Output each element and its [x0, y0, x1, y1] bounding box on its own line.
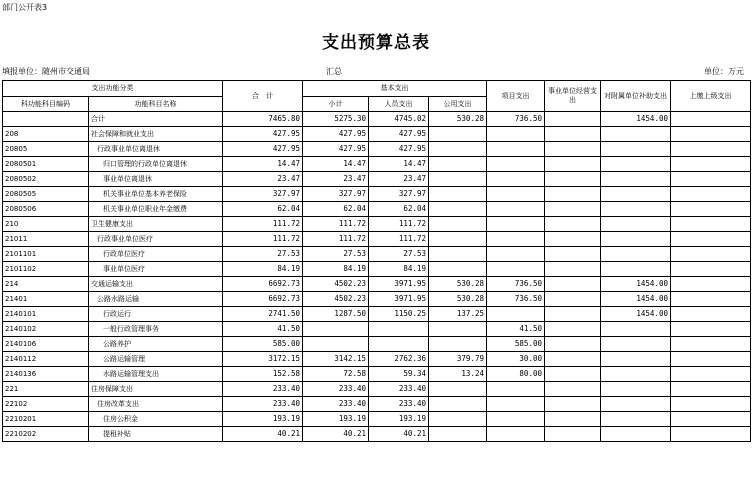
row-enterprise: [545, 382, 601, 397]
header-func-class: 支出功能分类: [3, 81, 223, 97]
row-enterprise: [545, 232, 601, 247]
row-subsidy: [601, 217, 671, 232]
row-total: 27.53: [223, 247, 303, 262]
row-enterprise: [545, 292, 601, 307]
row-upper: [671, 337, 751, 352]
row-total: 111.72: [223, 232, 303, 247]
row-enterprise: [545, 112, 601, 127]
row-enterprise: [545, 352, 601, 367]
row-upper: [671, 247, 751, 262]
row-code: 20805: [3, 142, 89, 157]
row-subtotal: [303, 337, 369, 352]
row-enterprise: [545, 172, 601, 187]
table-row: [3, 277, 751, 292]
row-code: 2140106: [3, 337, 89, 352]
row-upper: [671, 322, 751, 337]
header-code: 科功能科目编码: [3, 96, 89, 112]
row-subtotal: 40.21: [303, 427, 369, 442]
row-public: [429, 322, 487, 337]
row-upper: [671, 382, 751, 397]
row-public: 530.28: [429, 112, 487, 127]
row-subsidy: [601, 262, 671, 277]
row-project: 41.50: [487, 322, 545, 337]
row-upper: [671, 172, 751, 187]
row-name: 交通运输支出: [89, 277, 223, 292]
row-subsidy: [601, 172, 671, 187]
row-subsidy: [601, 367, 671, 382]
row-name: 机关事业单位职业年金缴费: [89, 202, 223, 217]
header-name: 功能科目名称: [89, 96, 223, 112]
row-public: 530.28: [429, 292, 487, 307]
row-code: 2101102: [3, 262, 89, 277]
row-public: [429, 247, 487, 262]
row-code: [3, 112, 89, 127]
row-code: 22102: [3, 397, 89, 412]
row-personnel: 14.47: [369, 157, 429, 172]
table-row: [3, 172, 751, 187]
row-enterprise: [545, 322, 601, 337]
row-subsidy: [601, 202, 671, 217]
row-code: 2080502: [3, 172, 89, 187]
row-subtotal: [303, 322, 369, 337]
row-name: 机关事业单位基本养老保险: [89, 187, 223, 202]
row-public: [429, 187, 487, 202]
row-name: 公路养护: [89, 337, 223, 352]
row-subsidy: [601, 187, 671, 202]
row-subsidy: [601, 322, 671, 337]
row-upper: [671, 412, 751, 427]
row-name: 行政单位医疗: [89, 247, 223, 262]
row-upper: [671, 232, 751, 247]
row-subsidy: [601, 352, 671, 367]
row-subsidy: 1454.00: [601, 292, 671, 307]
row-public: [429, 217, 487, 232]
row-enterprise: [545, 157, 601, 172]
row-name: 行政事业单位离退休: [89, 142, 223, 157]
row-subtotal: 233.40: [303, 382, 369, 397]
row-personnel: 233.40: [369, 382, 429, 397]
row-name: 社会保障和就业支出: [89, 127, 223, 142]
table-row: [3, 187, 751, 202]
currency-unit: 单位：万元: [704, 67, 744, 76]
row-code: 2080506: [3, 202, 89, 217]
row-subtotal: 62.04: [303, 202, 369, 217]
table-row: [3, 202, 751, 217]
row-project: [487, 202, 545, 217]
row-public: [429, 412, 487, 427]
table-row: [3, 337, 751, 352]
row-subsidy: [601, 382, 671, 397]
row-upper: [671, 202, 751, 217]
row-personnel: 4745.02: [369, 112, 429, 127]
row-subtotal: 4502.23: [303, 292, 369, 307]
header-upper: 上缴上级支出: [671, 81, 751, 112]
row-code: 2080505: [3, 187, 89, 202]
row-name: 住房公积金: [89, 412, 223, 427]
row-subtotal: 3142.15: [303, 352, 369, 367]
row-personnel: 3971.95: [369, 292, 429, 307]
row-project: [487, 262, 545, 277]
row-name: 卫生健康支出: [89, 217, 223, 232]
row-code: 2140102: [3, 322, 89, 337]
row-total: 62.04: [223, 202, 303, 217]
row-personnel: 233.40: [369, 397, 429, 412]
row-total: 41.50: [223, 322, 303, 337]
row-total: 84.19: [223, 262, 303, 277]
row-enterprise: [545, 142, 601, 157]
row-enterprise: [545, 307, 601, 322]
row-enterprise: [545, 412, 601, 427]
row-personnel: 84.19: [369, 262, 429, 277]
row-upper: [671, 307, 751, 322]
row-public: [429, 202, 487, 217]
table-row: [3, 232, 751, 247]
row-enterprise: [545, 337, 601, 352]
row-subsidy: [601, 412, 671, 427]
row-public: [429, 262, 487, 277]
row-enterprise: [545, 127, 601, 142]
row-name: 住房保障支出: [89, 382, 223, 397]
table-row: [3, 247, 751, 262]
row-code: 2210201: [3, 412, 89, 427]
row-subsidy: 1454.00: [601, 112, 671, 127]
row-name: 行政事业单位医疗: [89, 232, 223, 247]
table-row: [3, 292, 751, 307]
row-subtotal: 27.53: [303, 247, 369, 262]
row-public: 13.24: [429, 367, 487, 382]
row-project: [487, 142, 545, 157]
row-name: 住房改革支出: [89, 397, 223, 412]
table-row: [3, 382, 751, 397]
table-row: [3, 127, 751, 142]
row-upper: [671, 127, 751, 142]
row-upper: [671, 187, 751, 202]
row-subtotal: 23.47: [303, 172, 369, 187]
row-upper: [671, 352, 751, 367]
row-code: 2140136: [3, 367, 89, 382]
row-code: 2210202: [3, 427, 89, 442]
row-project: [487, 172, 545, 187]
row-personnel: 2762.36: [369, 352, 429, 367]
row-name: 事业单位医疗: [89, 262, 223, 277]
row-code: 21011: [3, 232, 89, 247]
row-total: 2741.50: [223, 307, 303, 322]
row-code: 21401: [3, 292, 89, 307]
budget-table: [2, 80, 751, 442]
row-name: 事业单位离退休: [89, 172, 223, 187]
row-project: 30.00: [487, 352, 545, 367]
row-subsidy: [601, 427, 671, 442]
header-personnel: 人员支出: [369, 96, 429, 112]
row-total: 152.58: [223, 367, 303, 382]
row-personnel: 111.72: [369, 232, 429, 247]
row-upper: [671, 142, 751, 157]
header-public: 公用支出: [429, 96, 487, 112]
row-total: 427.95: [223, 142, 303, 157]
row-subtotal: 84.19: [303, 262, 369, 277]
row-public: [429, 427, 487, 442]
row-subtotal: 427.95: [303, 142, 369, 157]
row-project: 736.50: [487, 277, 545, 292]
row-project: 736.50: [487, 292, 545, 307]
row-project: 736.50: [487, 112, 545, 127]
row-total: 7465.80: [223, 112, 303, 127]
table-number: 部门公开表3: [2, 3, 48, 12]
row-name: 公路运输管理: [89, 352, 223, 367]
row-subtotal: 193.19: [303, 412, 369, 427]
row-personnel: 193.19: [369, 412, 429, 427]
table-row: [3, 142, 751, 157]
row-enterprise: [545, 187, 601, 202]
row-subsidy: [601, 337, 671, 352]
row-subsidy: [601, 232, 671, 247]
table-row: [3, 427, 751, 442]
row-project: [487, 157, 545, 172]
row-upper: [671, 397, 751, 412]
row-subtotal: 111.72: [303, 217, 369, 232]
row-project: [487, 247, 545, 262]
row-upper: [671, 277, 751, 292]
row-subtotal: 233.40: [303, 397, 369, 412]
table-row: [3, 262, 751, 277]
row-personnel: 59.34: [369, 367, 429, 382]
summary-label: 汇总: [326, 67, 342, 76]
header-project: 项目支出: [487, 81, 545, 112]
row-upper: [671, 112, 751, 127]
row-subtotal: 4502.23: [303, 277, 369, 292]
row-public: 379.79: [429, 352, 487, 367]
row-personnel: 40.21: [369, 427, 429, 442]
page-title: 支出预算总表: [322, 33, 430, 53]
row-personnel: 327.97: [369, 187, 429, 202]
row-total: 233.40: [223, 382, 303, 397]
header-total: 合 计: [223, 81, 303, 112]
row-project: [487, 217, 545, 232]
row-enterprise: [545, 202, 601, 217]
row-personnel: 111.72: [369, 217, 429, 232]
row-total: 585.00: [223, 337, 303, 352]
row-public: [429, 397, 487, 412]
table-row: [3, 157, 751, 172]
row-enterprise: [545, 427, 601, 442]
header-enterprise: 事业单位经营支出: [545, 81, 601, 112]
table-row: [3, 307, 751, 322]
reporting-unit: 填报单位：随州市交通局: [2, 67, 90, 76]
row-project: [487, 187, 545, 202]
row-project: [487, 232, 545, 247]
row-public: 137.25: [429, 307, 487, 322]
row-total: 23.47: [223, 172, 303, 187]
row-personnel: 23.47: [369, 172, 429, 187]
row-personnel: 1150.25: [369, 307, 429, 322]
table-row: [3, 397, 751, 412]
header-basic: 基本支出: [303, 81, 487, 97]
row-code: 2140112: [3, 352, 89, 367]
row-subtotal: 5275.30: [303, 112, 369, 127]
row-public: 530.28: [429, 277, 487, 292]
row-subtotal: 72.58: [303, 367, 369, 382]
row-name: 合计: [89, 112, 223, 127]
row-subtotal: 111.72: [303, 232, 369, 247]
row-public: [429, 142, 487, 157]
row-project: [487, 427, 545, 442]
row-subtotal: 327.97: [303, 187, 369, 202]
row-public: [429, 172, 487, 187]
row-upper: [671, 217, 751, 232]
row-project: 80.00: [487, 367, 545, 382]
row-total: 427.95: [223, 127, 303, 142]
row-project: 585.00: [487, 337, 545, 352]
row-name: 提租补贴: [89, 427, 223, 442]
row-subtotal: 1287.50: [303, 307, 369, 322]
row-project: [487, 127, 545, 142]
row-public: [429, 382, 487, 397]
row-total: 40.21: [223, 427, 303, 442]
table-row: [3, 367, 751, 382]
row-personnel: 427.95: [369, 142, 429, 157]
row-upper: [671, 157, 751, 172]
row-enterprise: [545, 262, 601, 277]
row-project: [487, 382, 545, 397]
row-subtotal: 427.95: [303, 127, 369, 142]
row-code: 2101101: [3, 247, 89, 262]
row-code: 214: [3, 277, 89, 292]
table-row: [3, 352, 751, 367]
row-total: 327.97: [223, 187, 303, 202]
row-project: [487, 307, 545, 322]
row-upper: [671, 427, 751, 442]
row-name: 公路水路运输: [89, 292, 223, 307]
row-public: [429, 232, 487, 247]
table-row: [3, 412, 751, 427]
row-public: [429, 337, 487, 352]
table-row: [3, 112, 751, 127]
row-code: 208: [3, 127, 89, 142]
row-project: [487, 397, 545, 412]
row-enterprise: [545, 397, 601, 412]
row-total: 233.40: [223, 397, 303, 412]
row-subsidy: [601, 127, 671, 142]
row-total: 6692.73: [223, 292, 303, 307]
row-personnel: 62.04: [369, 202, 429, 217]
row-code: 221: [3, 382, 89, 397]
row-code: 2140101: [3, 307, 89, 322]
row-subsidy: [601, 142, 671, 157]
row-name: 归口管理的行政单位离退休: [89, 157, 223, 172]
row-subsidy: [601, 397, 671, 412]
row-subsidy: [601, 247, 671, 262]
row-personnel: 27.53: [369, 247, 429, 262]
row-public: [429, 157, 487, 172]
row-subsidy: 1454.00: [601, 307, 671, 322]
row-code: 2080501: [3, 157, 89, 172]
table-header: [3, 81, 751, 112]
row-total: 111.72: [223, 217, 303, 232]
row-enterprise: [545, 277, 601, 292]
row-subsidy: [601, 157, 671, 172]
row-personnel: [369, 337, 429, 352]
row-upper: [671, 367, 751, 382]
row-upper: [671, 262, 751, 277]
row-public: [429, 127, 487, 142]
row-enterprise: [545, 247, 601, 262]
row-project: [487, 412, 545, 427]
row-name: 一般行政管理事务: [89, 322, 223, 337]
row-enterprise: [545, 217, 601, 232]
row-total: 193.19: [223, 412, 303, 427]
row-total: 6692.73: [223, 277, 303, 292]
table-row: [3, 217, 751, 232]
row-personnel: 427.95: [369, 127, 429, 142]
row-total: 3172.15: [223, 352, 303, 367]
row-name: 行政运行: [89, 307, 223, 322]
header-subsidy: 对附属单位补助支出: [601, 81, 671, 112]
row-subtotal: 14.47: [303, 157, 369, 172]
table-row: [3, 322, 751, 337]
row-enterprise: [545, 367, 601, 382]
row-subsidy: 1454.00: [601, 277, 671, 292]
row-name: 水路运输管理支出: [89, 367, 223, 382]
row-personnel: 3971.95: [369, 277, 429, 292]
header-subtotal: 小计: [303, 96, 369, 112]
row-upper: [671, 292, 751, 307]
table-body: [3, 112, 751, 442]
row-total: 14.47: [223, 157, 303, 172]
row-personnel: [369, 322, 429, 337]
row-code: 210: [3, 217, 89, 232]
